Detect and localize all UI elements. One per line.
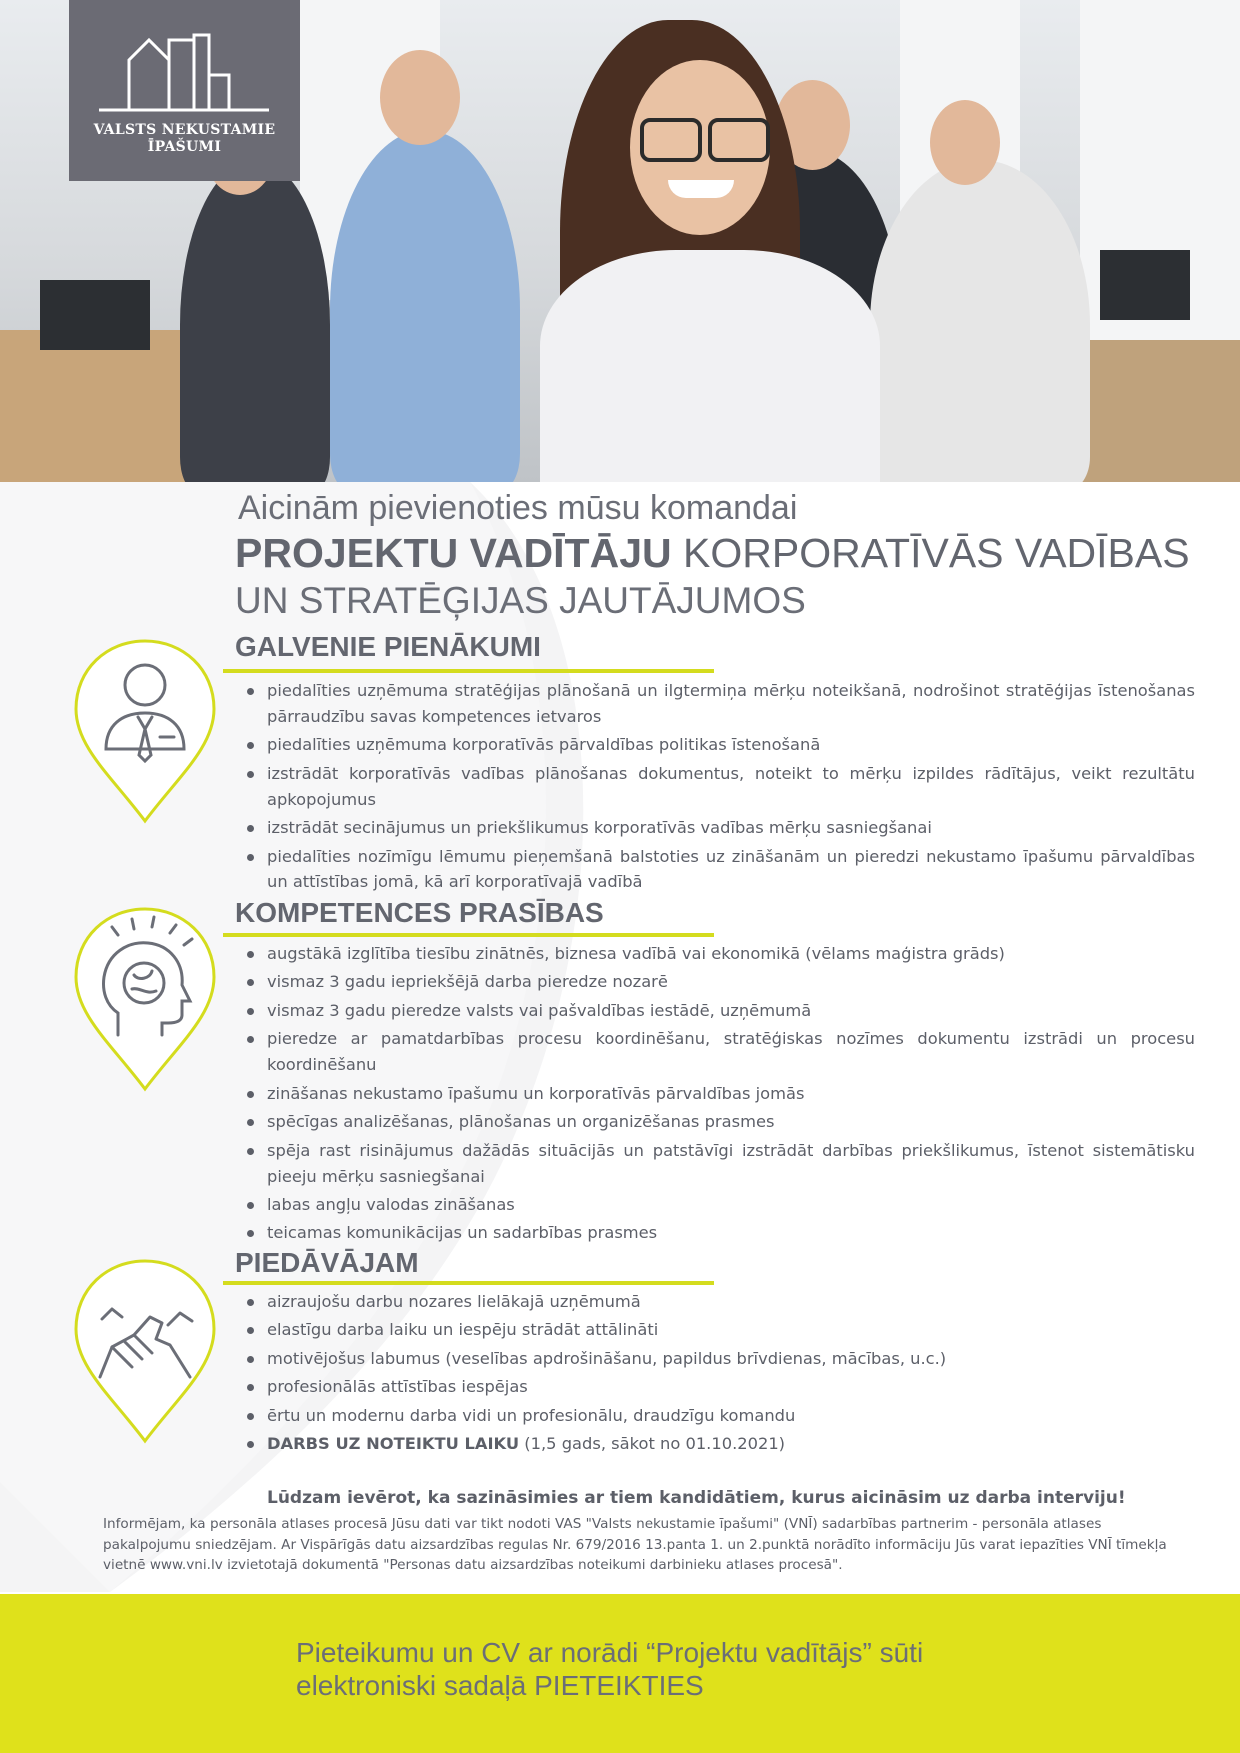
intro-heading: Aicinām pievienoties mūsu komandai — [238, 489, 798, 527]
logo-line-2: ĪPAŠUMI — [147, 139, 222, 155]
requirement-item: augstākā izglītība tiesību zinātnēs, biznesa vadībā vai ekonomikā (vēlams maģistra grāds) — [240, 941, 1195, 967]
duty-item: piedalīties uzņēmuma stratēģijas plānošanā un ilgtermiņa mērķu noteikšanā, nodrošinot stratēģijas īstenošanas pārraudzību savas kompetences ietvaros — [240, 678, 1195, 730]
handshake-pin-icon — [72, 1257, 218, 1445]
apply-instructions — [296, 1636, 923, 1702]
position-title-bold: PROJEKTU VADĪTĀJU — [235, 530, 672, 576]
contract-type: DARBS UZ NOTEIKTU LAIKU — [267, 1434, 520, 1454]
offer-list — [240, 1289, 1195, 1460]
logo-line-1: VALSTS NEKUSTAMIE — [93, 122, 276, 138]
requirements-title: KOMPETENCES PRASĪBAS — [235, 897, 604, 928]
duties-divider — [223, 669, 714, 673]
interview-notice: Lūdzam ievērot, ka sazināsimies ar tiem kandidātiem, kurus aicināsim uz darba interviju! — [267, 1488, 1126, 1508]
contract-duration: (1,5 gads, sākot no 01.10.2021) — [519, 1434, 786, 1454]
requirements-divider — [223, 933, 714, 937]
requirements-list — [240, 941, 1195, 1249]
requirement-item: zināšanas nekustamo īpašumu un korporatīvās pārvaldības jomās — [240, 1081, 1195, 1107]
offer-item: motivējošus labumus (veselības apdrošināšanu, papildus brīvdienas, mācības, u.c.) — [240, 1346, 1195, 1372]
offer-title: PIEDĀVĀJAM — [235, 1247, 419, 1278]
duty-item: izstrādāt secinājumus un priekšlikumus korporatīvās vadības mērķu sasniegšanai — [240, 815, 1195, 841]
requirement-item: spēja rast risinājumus dažādās situācijās un patstāvīgi izstrādāt darbības priekšlikumus, īstenot sistemātisku pieeju mērķu sasniegšanai — [240, 1138, 1195, 1190]
offer-item: profesionālās attīstības iespējas — [240, 1374, 1195, 1400]
duties-title: GALVENIE PIENĀKUMI — [235, 631, 541, 662]
privacy-notice: Informējam, ka personāla atlases procesā Jūsu dati var tikt nodoti VAS "Valsts nekustamie īpašumi" (VNĪ) sadarbības partnerim - personāla atlases pakalpojumu sniedzējam. Ar Vispārīgās datu aizsardzības regulas Nr. 679/2016 13.panta 1. un 2.punktā norādīto informāciju Jūs varat iepazīties VNĪ tīmekļa vietnē www.vni.lv izvietotajā dokumentā "Personas datu aizsardzības noteikumi darbinieku atlases procesā". — [103, 1516, 1167, 1573]
requirement-item: spēcīgas analizēšanas, plānošanas un organizēšanas prasmes — [240, 1109, 1195, 1135]
requirement-item: teicamas komunikācijas un sadarbības prasmes — [240, 1220, 1195, 1246]
brain-pin-icon — [72, 905, 218, 1093]
duties-list — [240, 678, 1195, 898]
requirement-item: vismaz 3 gadu iepriekšējā darba pieredze nozarē — [240, 969, 1195, 995]
duty-item: piedalīties nozīmīgu lēmumu pieņemšanā balstoties uz zināšanām un pieredzi nekustamo īpašumu pārvaldības un attīstības jomā, kā arī korporatīvajā vadībā — [240, 844, 1195, 896]
requirement-item: vismaz 3 gadu pieredze valsts vai pašvaldības iestādē, uzņēmumā — [240, 998, 1195, 1024]
offer-item-contract — [240, 1431, 1195, 1457]
offer-item: ērtu un modernu darba vidi un profesionālu, draudzīgu komandu — [240, 1403, 1195, 1429]
requirement-item: labas angļu valodas zināšanas — [240, 1192, 1195, 1218]
offer-item: aizraujošu darbu nozares lielākajā uzņēmumā — [240, 1289, 1195, 1315]
requirement-item: pieredze ar pamatdarbības procesu koordinēšanu, stratēģiskas nozīmes dokumentu izstrādi un procesu koordinēšanu — [240, 1026, 1195, 1078]
person-pin-icon — [72, 637, 218, 825]
position-title-rest: KORPORATĪVĀS VADĪBAS — [683, 530, 1190, 576]
position-title — [235, 530, 1190, 577]
apply-line-1: Pieteikumu un CV ar norādi “Projektu vadītājs” sūti — [296, 1637, 924, 1668]
position-title-line-2: UN STRATĒĢIJAS JAUTĀJUMOS — [235, 580, 806, 621]
application-footer — [0, 1594, 1240, 1753]
duty-item: piedalīties uzņēmuma korporatīvās pārvaldības politikas īstenošanā — [240, 732, 1195, 758]
offer-divider — [223, 1281, 714, 1285]
duty-item: izstrādāt korporatīvās vadības plānošanas dokumentus, noteikt to mērķu izpildes rādītājus, veikt rezultātu apkopojumus — [240, 761, 1195, 813]
apply-line-2: elektroniski sadaļā PIETEIKTIES — [296, 1670, 704, 1701]
offer-item: elastīgu darba laiku un iespēju strādāt attālināti — [240, 1317, 1195, 1343]
company-logo — [69, 0, 300, 181]
